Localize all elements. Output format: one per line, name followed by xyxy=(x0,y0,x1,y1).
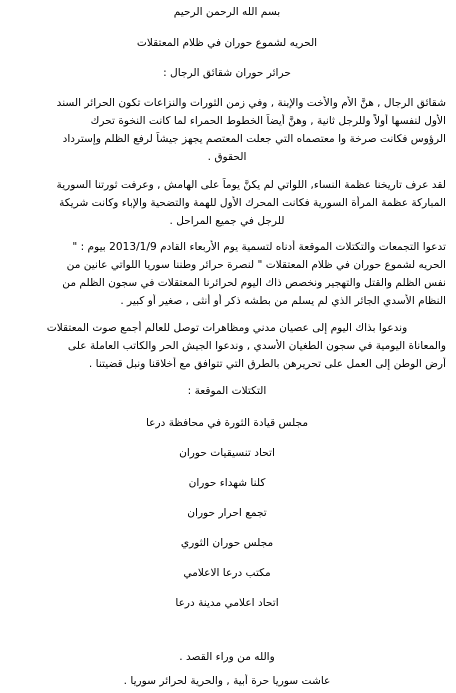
basmala: بسم الله الرحمن الرحيم xyxy=(173,6,281,18)
final-line: عاشت سوريا حرة أبية , والحرية لحرائر سوريا . xyxy=(123,675,331,687)
signatory-item: اتحاد اعلامي مدينة درعا xyxy=(175,597,279,609)
signatory-item: مكتب درعا الاعلامي xyxy=(183,567,271,579)
paragraph-line: الرؤوس فكانت صرخة وا معتصماه التي جعلت المعتصم يجهز جيشاً لرفع الظلم وإسترداد xyxy=(62,133,446,145)
signatory-item: مجلس قيادة الثورة في محافظة درعا xyxy=(145,417,309,429)
paragraph-line: وندعوا بذاك اليوم إلى عصيان مدني ومظاهرات توصل للعالم أجمع صوت المعتقلات xyxy=(46,322,408,334)
paragraph-line: المباركة عظمة المرأة السورية فكانت المحرك الأول للهمة والتضحية والإباء وكانت شريكة xyxy=(59,197,446,209)
signatory-item: كلنا شهداء حوران xyxy=(188,477,266,489)
paragraph-line: شقائق الرجال , هنَّ الأم والأخت والإبنة , وفي زمن الثورات والنزاعات تكون الحرائر السند xyxy=(56,97,446,109)
paragraph-line: الحقوق . xyxy=(207,151,247,163)
signatory-item: تجمع احرار حوران xyxy=(187,507,267,519)
signatory-item: اتحاد تنسيقيات حوران xyxy=(179,447,275,459)
paragraph-line: والمعاناة اليومية في سجون الطغيان الأسدي , وندعوا الجيش الحر والكاتب العاملة على xyxy=(67,340,446,352)
paragraph-line: أرض الوطن إلى العمل على تحريرهن بالطرق التي تتوافق مع أخلاقنا ونبل قضيتنا . xyxy=(88,358,446,370)
paragraph-line: النظام الأسدي الجائر الذي لم يسلم من بطشه ذكر أو أنثى , صغير أو كبير . xyxy=(120,295,446,307)
signatories-heading: التكتلات الموقعة : xyxy=(187,385,267,397)
paragraph-line: نفس الظلم والقتل والتهجير ونخصص ذاك اليوم لحرائرنا المعتقلات في سجون الظلم من xyxy=(62,277,446,289)
paragraph-line: الأول لنفسها أولاً وللرجل ثانية , وهنَّ أيضاً الخطوط الحمراء لما كانت النخوة تحرك xyxy=(90,115,446,127)
greeting: حرائر حوران شقائق الرجال : xyxy=(163,67,291,79)
paragraph-line: الحريه لشموع حوران في ظلام المعتقلات " لنصرة حرائر وطننا سوريا اللواتي عانين من xyxy=(66,259,446,271)
paragraph-line: تدعوا التجمعات والتكتلات الموقعة أدناه لتسمية يوم الأربعاء القادم 2013/1/9 بيوم : " xyxy=(72,241,446,253)
paragraph-line: للرجل في جميع المراحل . xyxy=(169,215,285,227)
paragraph-line: لقد عرف تاريخنا عظمة النساء, اللواتي لم يكنَّ يوماً على الهامش , وعرفت ثورتنا السورية xyxy=(56,179,446,191)
signatory-item: مجلس حوران الثوري xyxy=(180,537,274,549)
closing-line: والله من وراء القصد . xyxy=(179,651,275,663)
document-title: الحريه لشموع حوران في ظلام المعتقلات xyxy=(136,37,318,49)
